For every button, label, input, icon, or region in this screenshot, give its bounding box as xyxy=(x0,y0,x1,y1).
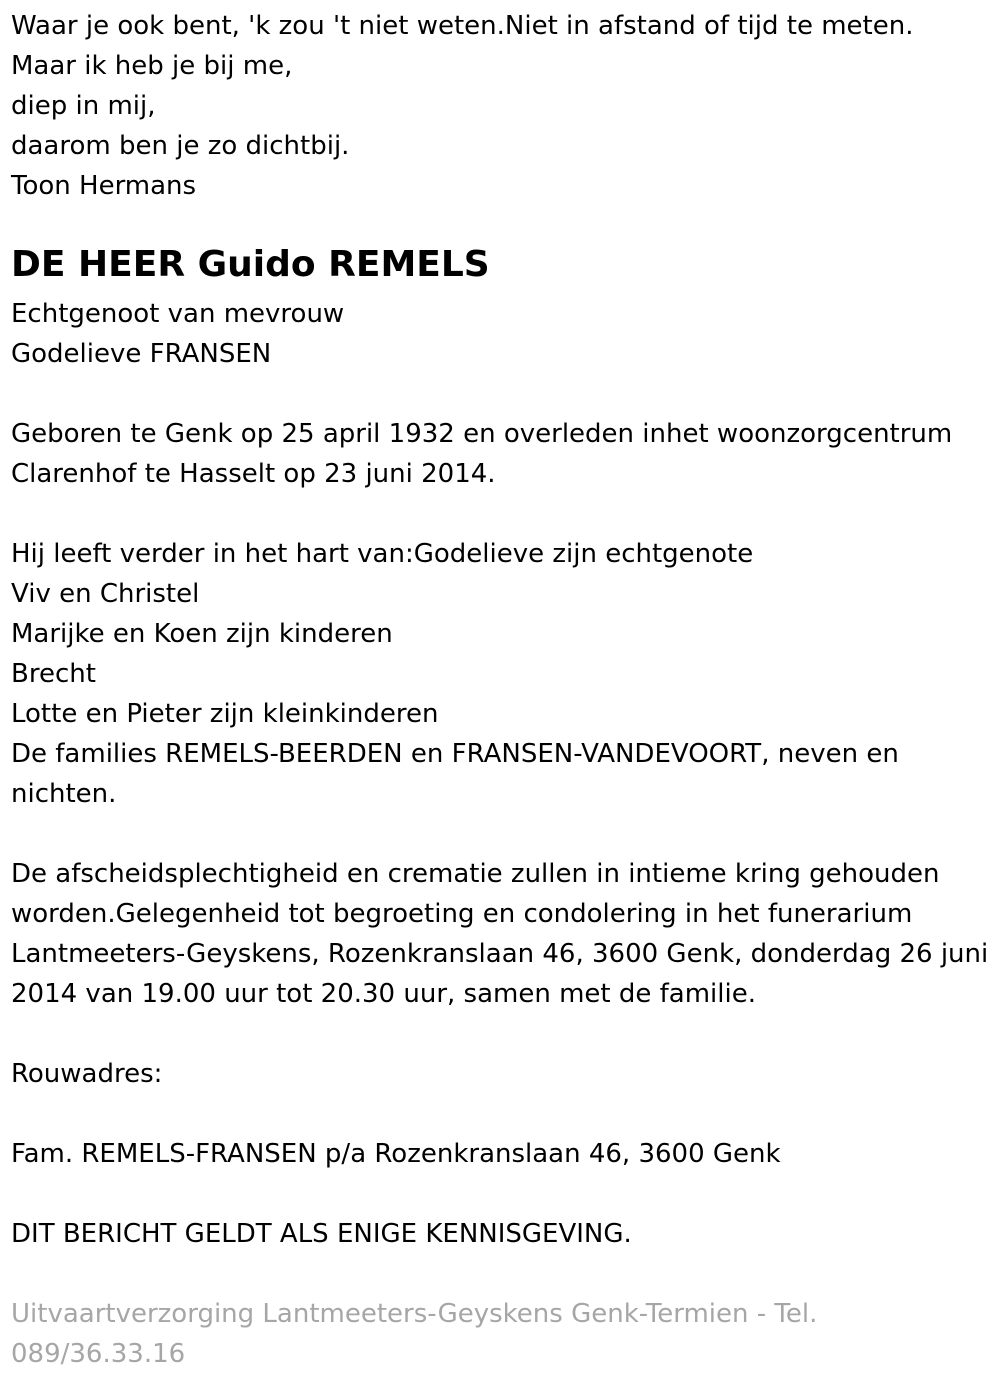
poem-line: Waar je ook bent, 'k zou 't niet weten.Niet in afstand of tijd te meten. xyxy=(11,11,914,41)
deceased-name: DE HEER Guido REMELS xyxy=(11,244,490,285)
survivor-line: Marijke en Koen zijn kinderen xyxy=(11,619,393,649)
poem-author: Toon Hermans xyxy=(11,171,197,201)
survivor-line: Viv en Christel xyxy=(11,579,200,609)
birth-death-paragraph: Geboren te Genk op 25 april 1932 en overleden inhet woonzorgcentrum Clarenhof te Hasselt op 23 juni 2014. xyxy=(11,419,953,489)
address-label: Rouwadres: xyxy=(11,1059,163,1089)
spacer xyxy=(11,494,991,534)
spacer xyxy=(11,1014,991,1054)
poem xyxy=(11,6,991,206)
spacer xyxy=(11,814,991,854)
notice: DIT BERICHT GELDT ALS ENIGE KENNISGEVING. xyxy=(11,1219,632,1249)
poem-line: diep in mij, xyxy=(11,91,156,121)
poem-line: daarom ben je zo dichtbij. xyxy=(11,131,350,161)
survivor-line: Hij leeft verder in het hart van:Godelieve zijn echtgenote xyxy=(11,539,754,569)
spouse-line: Godelieve FRANSEN xyxy=(11,339,272,369)
survivor-line: Brecht xyxy=(11,659,96,689)
ceremony-paragraph: De afscheidsplechtigheid en crematie zullen in intieme kring gehouden worden.Gelegenheid tot begroeting en condolering in het funerarium Lantmeeters-Geyskens, Rozenkranslaan 46, 3600 Genk, donderdag 26 juni 2014 van 19.00 uur tot 20.30 uur, samen met de familie. xyxy=(11,859,989,1009)
spacer xyxy=(11,1254,991,1294)
spouse-line: Echtgenoot van mevrouw xyxy=(11,299,345,329)
families-line: De families REMELS-BEERDEN en FRANSEN-VANDEVOORT, neven en nichten. xyxy=(11,739,899,809)
address-value: Fam. REMELS-FRANSEN p/a Rozenkranslaan 46, 3600 Genk xyxy=(11,1139,781,1169)
spouse-info xyxy=(11,294,991,374)
spacer xyxy=(11,374,991,414)
survivors xyxy=(11,534,991,814)
obituary-page xyxy=(11,6,991,1374)
spacer xyxy=(11,1094,991,1134)
spacer xyxy=(11,1174,991,1214)
footer-credit: Uitvaartverzorging Lantmeeters-Geyskens Genk-Termien - Tel. 089/36.33.16 xyxy=(11,1299,818,1369)
survivor-line: Lotte en Pieter zijn kleinkinderen xyxy=(11,699,439,729)
poem-line: Maar ik heb je bij me, xyxy=(11,51,293,81)
